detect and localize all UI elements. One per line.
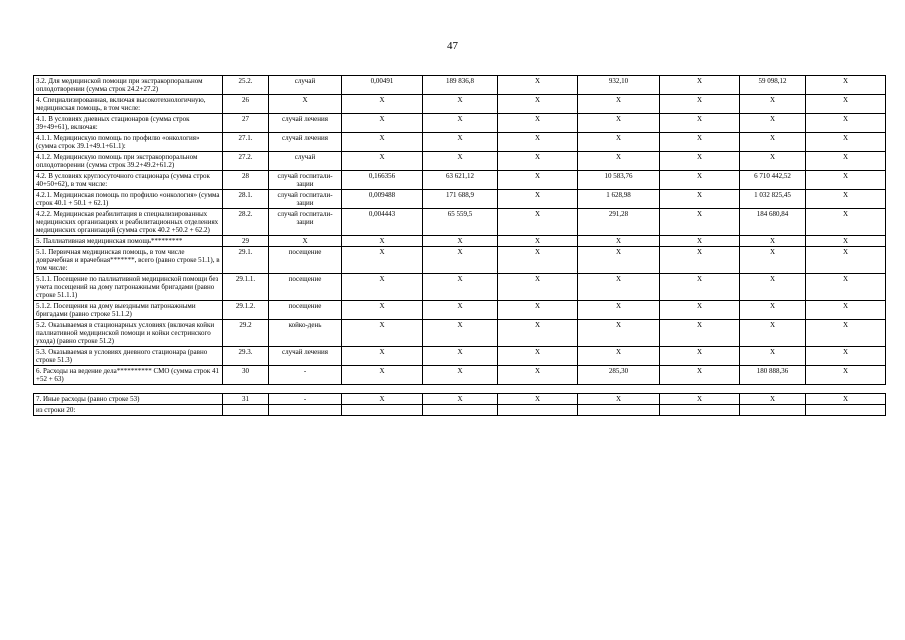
table-cell: X [660,190,740,209]
table-cell: X [578,301,660,320]
table-cell: посещение [269,247,342,274]
table-cell: 65 559,5 [423,209,498,236]
table-cell: X [498,133,578,152]
table-cell: X [660,347,740,366]
table-cell: X [498,190,578,209]
table-cell: X [498,394,578,405]
table-cell: 189 836,8 [423,76,498,95]
table-cell: X [342,394,423,405]
table-cell: X [660,247,740,274]
table-cell: X [498,209,578,236]
table-cell [498,405,578,416]
table-cell: случай лечения [269,347,342,366]
table-cell: X [578,95,660,114]
table-cell: X [740,236,806,247]
table-cell: X [578,114,660,133]
row-label-cell: 4.1.1. Медицинскую помощь по профилю «онкология» (сумма строк 39.1+49.1+61.1): [34,133,223,152]
table-body [34,76,886,416]
table-cell: X [578,347,660,366]
table-cell: X [740,320,806,347]
table-cell: X [342,95,423,114]
table-cell: 28.2. [223,209,269,236]
table-cell: X [578,320,660,347]
table-cell: 27 [223,114,269,133]
table-cell: 29.2 [223,320,269,347]
table-cell: 63 621,12 [423,171,498,190]
table-cell: X [660,236,740,247]
table-cell: X [740,95,806,114]
table-cell: 25.2. [223,76,269,95]
table-cell: 0,00491 [342,76,423,95]
table-cell [269,405,342,416]
table-cell: X [423,347,498,366]
table-cell [806,405,886,416]
table-cell: X [342,114,423,133]
row-label-cell: 5.1.1. Посещение по паллиативной медицинской помощи без учета посещений на дому патронажными бригадами (равно строке 51.1.1) [34,274,223,301]
row-label-cell: 4.1. В условиях дневных стационаров (сумма строк 39+49+61), включая: [34,114,223,133]
table-cell: X [578,236,660,247]
table-row [34,366,886,385]
table-cell: X [660,209,740,236]
table-cell: случай [269,76,342,95]
table-cell: X [806,171,886,190]
table-cell: X [806,133,886,152]
gap-cell [34,385,886,394]
row-label-cell: 6. Расходы на ведение дела********** СМО (сумма строк 41 +52 + 63) [34,366,223,385]
table-cell: X [423,236,498,247]
table-cell: 10 583,76 [578,171,660,190]
table-cell [423,405,498,416]
table-cell: случай госпитали-зации [269,209,342,236]
table-cell: X [806,95,886,114]
table-cell: 30 [223,366,269,385]
table-cell: X [498,95,578,114]
row-label-cell: 7. Иные расходы (равно строке 53) [34,394,223,405]
table-cell: 6 710 442,52 [740,171,806,190]
table-cell: X [806,152,886,171]
table-cell: X [342,320,423,347]
table-row [34,347,886,366]
table-cell [342,405,423,416]
table-row [34,274,886,301]
row-label-cell: 4.1.2. Медицинскую помощь при экстракорпоральном оплодотворении (сумма строк 39.2+49.2+61.2) [34,152,223,171]
table-cell: 27.1. [223,133,269,152]
table-cell: случай лечения [269,133,342,152]
table-cell: X [423,133,498,152]
table-cell: 31 [223,394,269,405]
table-cell: случай госпитали-зации [269,190,342,209]
table-cell: 59 098,12 [740,76,806,95]
table-cell: X [660,152,740,171]
table-cell: X [740,394,806,405]
table-cell: X [806,114,886,133]
table-cell: 28 [223,171,269,190]
table-cell: 0,004443 [342,209,423,236]
table-cell: X [423,152,498,171]
table-cell: 180 888,36 [740,366,806,385]
table-cell: 1 628,98 [578,190,660,209]
table-cell: X [806,76,886,95]
table-cell: X [423,274,498,301]
table-cell: X [423,366,498,385]
table-cell: X [660,95,740,114]
table-cell [740,405,806,416]
table-cell: X [342,274,423,301]
row-label-cell: 5.1.2. Посещения на дому выездными патронажными бригадами (равно строке 51.1.2) [34,301,223,320]
table-cell: X [342,347,423,366]
table-row [34,209,886,236]
table-cell: койко-день [269,320,342,347]
table-row [34,405,886,416]
row-label-cell: из строки 20: [34,405,223,416]
table-cell: X [806,347,886,366]
table-row [34,236,886,247]
table-cell: X [740,133,806,152]
table-cell: X [806,236,886,247]
table-cell: X [423,301,498,320]
table-cell: X [423,95,498,114]
table-cell: посещение [269,301,342,320]
table-cell: X [660,171,740,190]
table-cell: X [342,247,423,274]
table-row [34,95,886,114]
table-cell: X [342,236,423,247]
row-label-cell: 5.3. Оказываемая в условиях дневного стационара (равно строке 51.3) [34,347,223,366]
table-cell: X [498,76,578,95]
table-cell: X [740,247,806,274]
table-cell: X [740,152,806,171]
table-cell: X [498,114,578,133]
data-table [33,75,886,416]
table-cell: X [806,274,886,301]
table-cell: X [740,114,806,133]
table-cell: X [342,152,423,171]
table-cell: 29 [223,236,269,247]
table-cell: случай лечения [269,114,342,133]
table-cell: 932,10 [578,76,660,95]
table-cell: 0,166356 [342,171,423,190]
table-cell: 29.1.2. [223,301,269,320]
table-cell: X [498,320,578,347]
row-label-cell: 4.2. В условиях круглосуточного стационара (сумма строк 40+50+62), в том числе: [34,171,223,190]
table-cell: 29.3. [223,347,269,366]
table-row [34,247,886,274]
table-cell: 29.1.1. [223,274,269,301]
table-cell: X [660,320,740,347]
table-cell: X [498,274,578,301]
table-gap [34,385,886,394]
table-cell: X [806,301,886,320]
table-cell: X [740,347,806,366]
table-cell: X [806,209,886,236]
table-cell: 0,009488 [342,190,423,209]
table-cell: X [423,394,498,405]
table-cell: X [578,133,660,152]
table-cell: X [423,114,498,133]
table-cell: X [806,366,886,385]
page-number: 47 [447,40,458,52]
table-cell [660,405,740,416]
table-cell: 29.1. [223,247,269,274]
table-cell: X [806,190,886,209]
table-cell: X [806,247,886,274]
table-cell: X [660,366,740,385]
table-cell: X [498,366,578,385]
row-label-cell: 3.2. Для медицинской помощи при экстракорпоральном оплодотворении (сумма строк 24.2+27.2) [34,76,223,95]
table-cell: 171 688,9 [423,190,498,209]
table-cell: X [660,114,740,133]
row-label-cell: 5.2. Оказываемая в стационарных условиях (включая койки паллиативной медицинской помощи и койки сестринского ухода) (равно строке 51.2) [34,320,223,347]
table-cell: X [269,95,342,114]
table-cell: случай [269,152,342,171]
row-label-cell: 4.2.2. Медицинская реабилитация в специализированных медицинских организациях и реабилитационных отделениях медицинских организаций (сумма строк 40.2 +50.2 + 62.2) [34,209,223,236]
table-cell: X [498,347,578,366]
table-cell: X [660,76,740,95]
table-cell: X [269,236,342,247]
table-cell: X [660,301,740,320]
row-label-cell: 5. Паллиативная медицинская помощь********* [34,236,223,247]
table-cell: 1 032 825,45 [740,190,806,209]
table-cell: X [660,394,740,405]
row-label-cell: 4. Специализированная, включая высокотехнологичную, медицинская помощь, в том числе: [34,95,223,114]
table-cell: - [269,394,342,405]
table-row [34,190,886,209]
table-cell: посещение [269,274,342,301]
table-cell: случай госпитали-зации [269,171,342,190]
table-cell: X [578,247,660,274]
table-cell: X [660,274,740,301]
table-cell: X [578,152,660,171]
row-label-cell: 4.2.1. Медицинская помощь по профилю «онкология» (сумма строк 40.1 + 50.1 + 62.1) [34,190,223,209]
table-cell [578,405,660,416]
table-cell: X [578,394,660,405]
table-cell: 184 680,84 [740,209,806,236]
table-cell: X [660,133,740,152]
table-cell: X [342,301,423,320]
table-row [34,320,886,347]
table-cell: 26 [223,95,269,114]
table-cell: X [498,247,578,274]
table-cell: X [806,394,886,405]
table-cell: X [423,320,498,347]
table-row [34,133,886,152]
table-cell: X [498,301,578,320]
table-row [34,114,886,133]
table-cell: 291,28 [578,209,660,236]
table-cell: 28.1. [223,190,269,209]
table-cell: X [498,236,578,247]
table-cell: X [806,320,886,347]
table-cell: X [740,274,806,301]
table-row [34,152,886,171]
table-cell: X [342,366,423,385]
table-row [34,301,886,320]
table-row [34,76,886,95]
table-cell: X [423,247,498,274]
table-cell: 285,30 [578,366,660,385]
table-cell: X [342,133,423,152]
table-cell: X [498,152,578,171]
table-cell: 27.2. [223,152,269,171]
table-cell: X [740,301,806,320]
row-label-cell: 5.1. Первичная медицинская помощь, в том числе доврачебная и врачебная*******, всего (равно строке 51.1), в том числе: [34,247,223,274]
table-row [34,171,886,190]
table-cell: X [498,171,578,190]
table-cell: X [578,274,660,301]
table-cell [223,405,269,416]
table-row [34,394,886,405]
table-cell: - [269,366,342,385]
